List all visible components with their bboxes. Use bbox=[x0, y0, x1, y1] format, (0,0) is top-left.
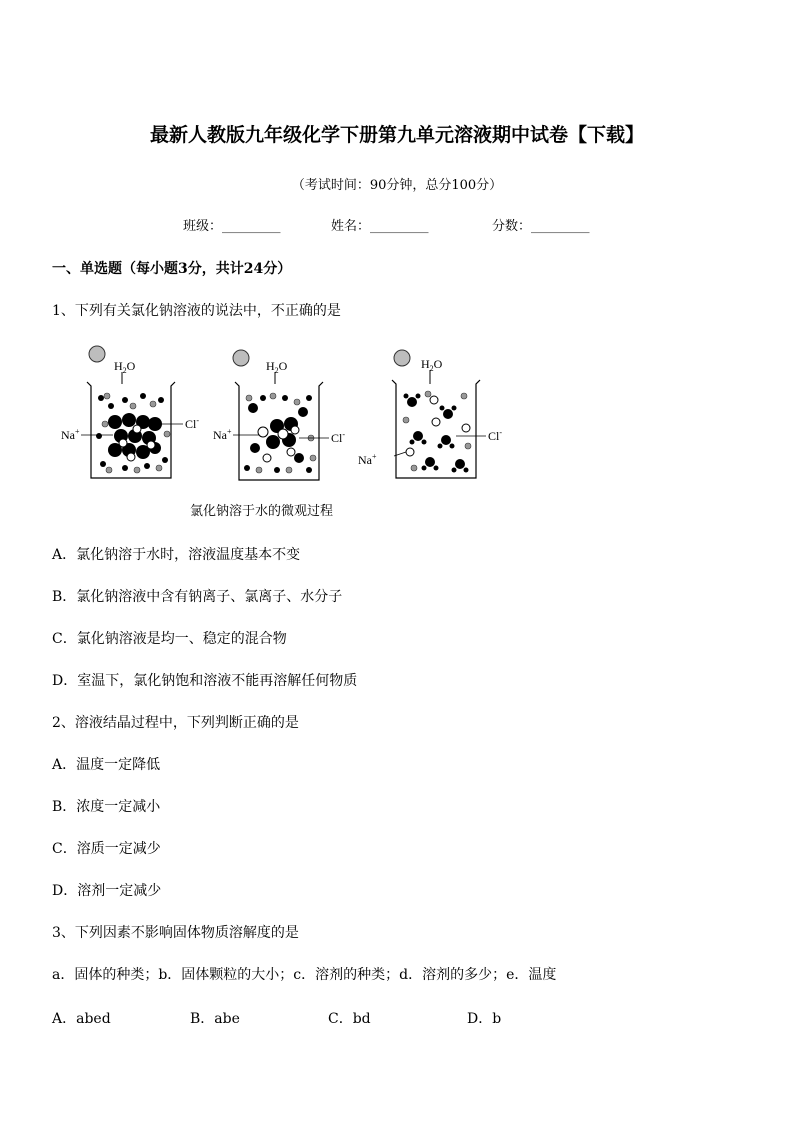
chloride-ion-label: Cl- bbox=[331, 430, 346, 445]
beaker-3 bbox=[358, 350, 502, 478]
question-1-option-b: B．氯化钠溶液中含有钠离子、氯离子、水分子 bbox=[52, 589, 343, 605]
sodium-ion-label: Na+ bbox=[213, 427, 232, 442]
chloride-ion-label: Cl- bbox=[488, 428, 503, 443]
question-1-option-d: D．室温下，氯化钠饱和溶液不能再溶解任何物质 bbox=[52, 673, 358, 689]
question-3-factors: a．固体的种类；b．固体颗粒的大小；c．溶剂的种类；d．溶剂的多少；e．温度 bbox=[52, 967, 557, 983]
question-1-stem: 1、下列有关氯化钠溶液的说法中，不正确的是 bbox=[52, 303, 341, 319]
sodium-ion-label: Na+ bbox=[61, 427, 80, 442]
score-field: 分数：_________ bbox=[492, 219, 590, 234]
class-field: 班级：_________ bbox=[183, 219, 281, 234]
water-label: $H_2O$ bbox=[114, 359, 136, 375]
question-2-option-a: A．温度一定降低 bbox=[52, 757, 161, 773]
chloride-ion-label: Cl- bbox=[185, 416, 200, 431]
question-1-option-c: C．氯化钠溶液是均一、稳定的混合物 bbox=[52, 631, 287, 647]
question-3-option-a: A．abed bbox=[52, 1011, 111, 1027]
exam-info: （考试时间：90分钟，总分100分） bbox=[291, 178, 503, 193]
question-2-option-b: B．浓度一定减小 bbox=[52, 799, 161, 815]
water-label: $H_2O$ bbox=[266, 359, 288, 375]
figure-caption: 氯化钠溶于水的微观过程 bbox=[190, 504, 334, 519]
page-title: 最新人教版九年级化学下册第九单元溶液期中试卷【下载】 bbox=[149, 124, 644, 146]
sodium-ion-label: Na+ bbox=[358, 452, 377, 467]
name-field: 姓名：_________ bbox=[331, 219, 429, 234]
beaker-2 bbox=[213, 350, 345, 480]
question-2-stem: 2、溶液结晶过程中，下列判断正确的是 bbox=[52, 715, 299, 731]
question-3-option-b: B．abe bbox=[190, 1011, 240, 1027]
beaker-1 bbox=[61, 346, 199, 478]
question-2-option-d: D．溶剂一定减少 bbox=[52, 883, 162, 899]
question-2-option-c: C．溶质一定减少 bbox=[52, 841, 161, 857]
section-heading: 一、单选题（每小题3分，共计24分） bbox=[52, 261, 292, 277]
water-label: $H_2O$ bbox=[421, 357, 443, 373]
question-3-option-c: C．bd bbox=[328, 1011, 371, 1027]
question-3-stem: 3、下列因素不影响固体物质溶解度的是 bbox=[52, 925, 299, 941]
nacl-dissolving-diagram bbox=[55, 340, 505, 490]
question-1-option-a: A．氯化钠溶于水时，溶液温度基本不变 bbox=[52, 547, 301, 563]
question-3-option-d: D．b bbox=[467, 1011, 502, 1027]
